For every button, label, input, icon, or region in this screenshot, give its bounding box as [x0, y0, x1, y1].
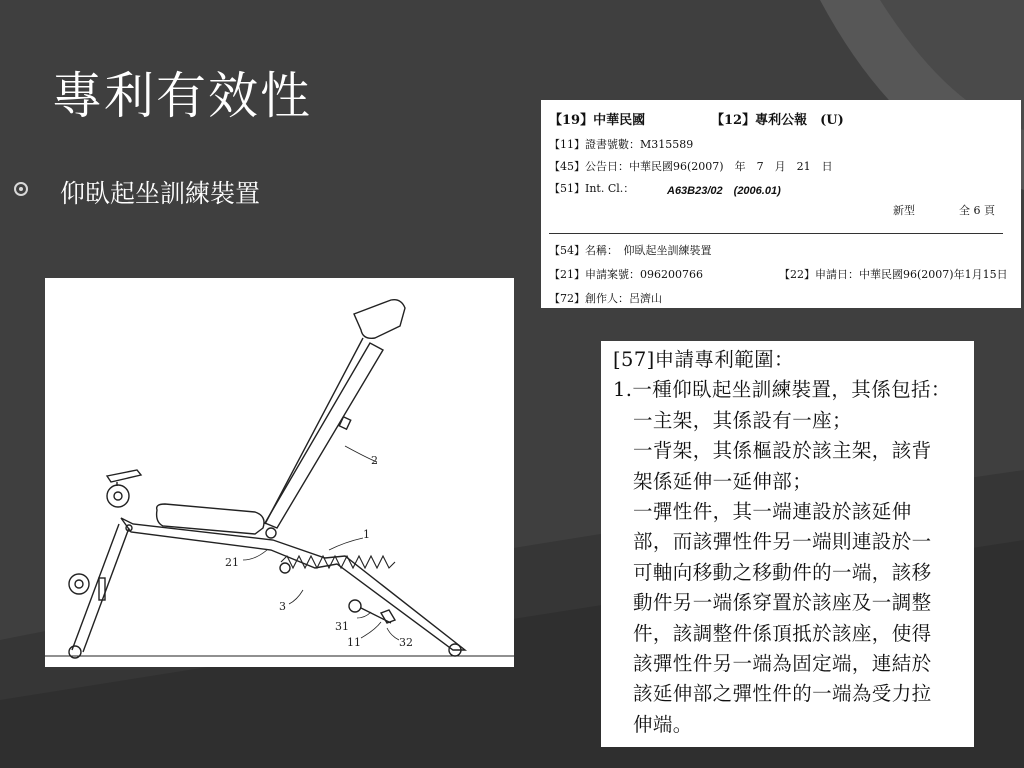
bullet-text: 仰臥起坐訓練裝置 [60, 179, 261, 208]
figure-label-1: 1 [363, 528, 370, 541]
bib-app-date: 【22】申請日：中華民國96(2007)年1月15日 [779, 268, 1008, 281]
claim-line: 件，該調整件係頂抵於該座，使得 [633, 621, 932, 645]
figure-label-3: 3 [279, 600, 286, 613]
claim-line: 一主架，其係設有一座； [633, 408, 852, 432]
figure-label-2: 2 [371, 454, 378, 467]
bib-pub-date: 【45】公告日：中華民國96(2007) 年 7 月 21 日 [549, 160, 833, 173]
bib-name: 【54】名稱： 仰臥起坐訓練裝置 [549, 244, 712, 257]
figure-label-21: 21 [225, 556, 239, 569]
patent-claims [601, 341, 974, 747]
circle-bullet-icon [14, 182, 28, 196]
bib-int-cl-label: 【51】Int. Cl.： [549, 182, 635, 195]
patent-drawing [45, 278, 514, 667]
claim-line: 1.一種仰臥起坐訓練裝置，其係包括： [613, 378, 951, 402]
claim-line: 可軸向移動之移動件的一端，該移 [633, 560, 932, 584]
bib-divider [549, 233, 1003, 234]
claim-line: 部，而該彈性件另一端則連設於一 [633, 530, 932, 554]
figure-label-32: 32 [399, 636, 413, 649]
claims-heading: [57]申請專利範圍： [613, 348, 794, 371]
bib-type: 新型 [893, 204, 915, 217]
figure-label-31: 31 [335, 620, 349, 633]
slide-title: 專利有效性 [52, 67, 312, 125]
bib-app-no: 【21】申請案號：096200766 [549, 268, 703, 281]
claim-line: 伸端。 [633, 712, 693, 736]
claim-line: 該彈性件另一端為固定端，連結於 [633, 652, 932, 676]
bib-pages: 全 6 頁 [959, 204, 995, 217]
bib-inventor: 【72】創作人：呂濟山 [549, 292, 662, 305]
claim-line: 一背架，其係樞設於該主架，該背 [633, 439, 932, 463]
bib-gazette: 【12】專利公報 (U) [711, 113, 844, 128]
claim-line: 架係延伸一延伸部； [633, 469, 813, 493]
claim-line: 動件另一端係穿置於該座及一調整 [633, 591, 932, 615]
bib-int-cl-value: A63B23/02 (2006.01) [667, 185, 781, 197]
claim-line: 該延伸部之彈性件的一端為受力拉 [633, 682, 932, 706]
figure-label-11: 11 [347, 636, 361, 649]
claim-line: 一彈性件，其一端連設於該延伸 [633, 500, 912, 524]
patent-bibliographic-data [541, 100, 1021, 308]
bib-cert-no: 【11】證書號數：M315589 [549, 138, 694, 151]
bib-country: 【19】中華民國 [549, 113, 646, 128]
